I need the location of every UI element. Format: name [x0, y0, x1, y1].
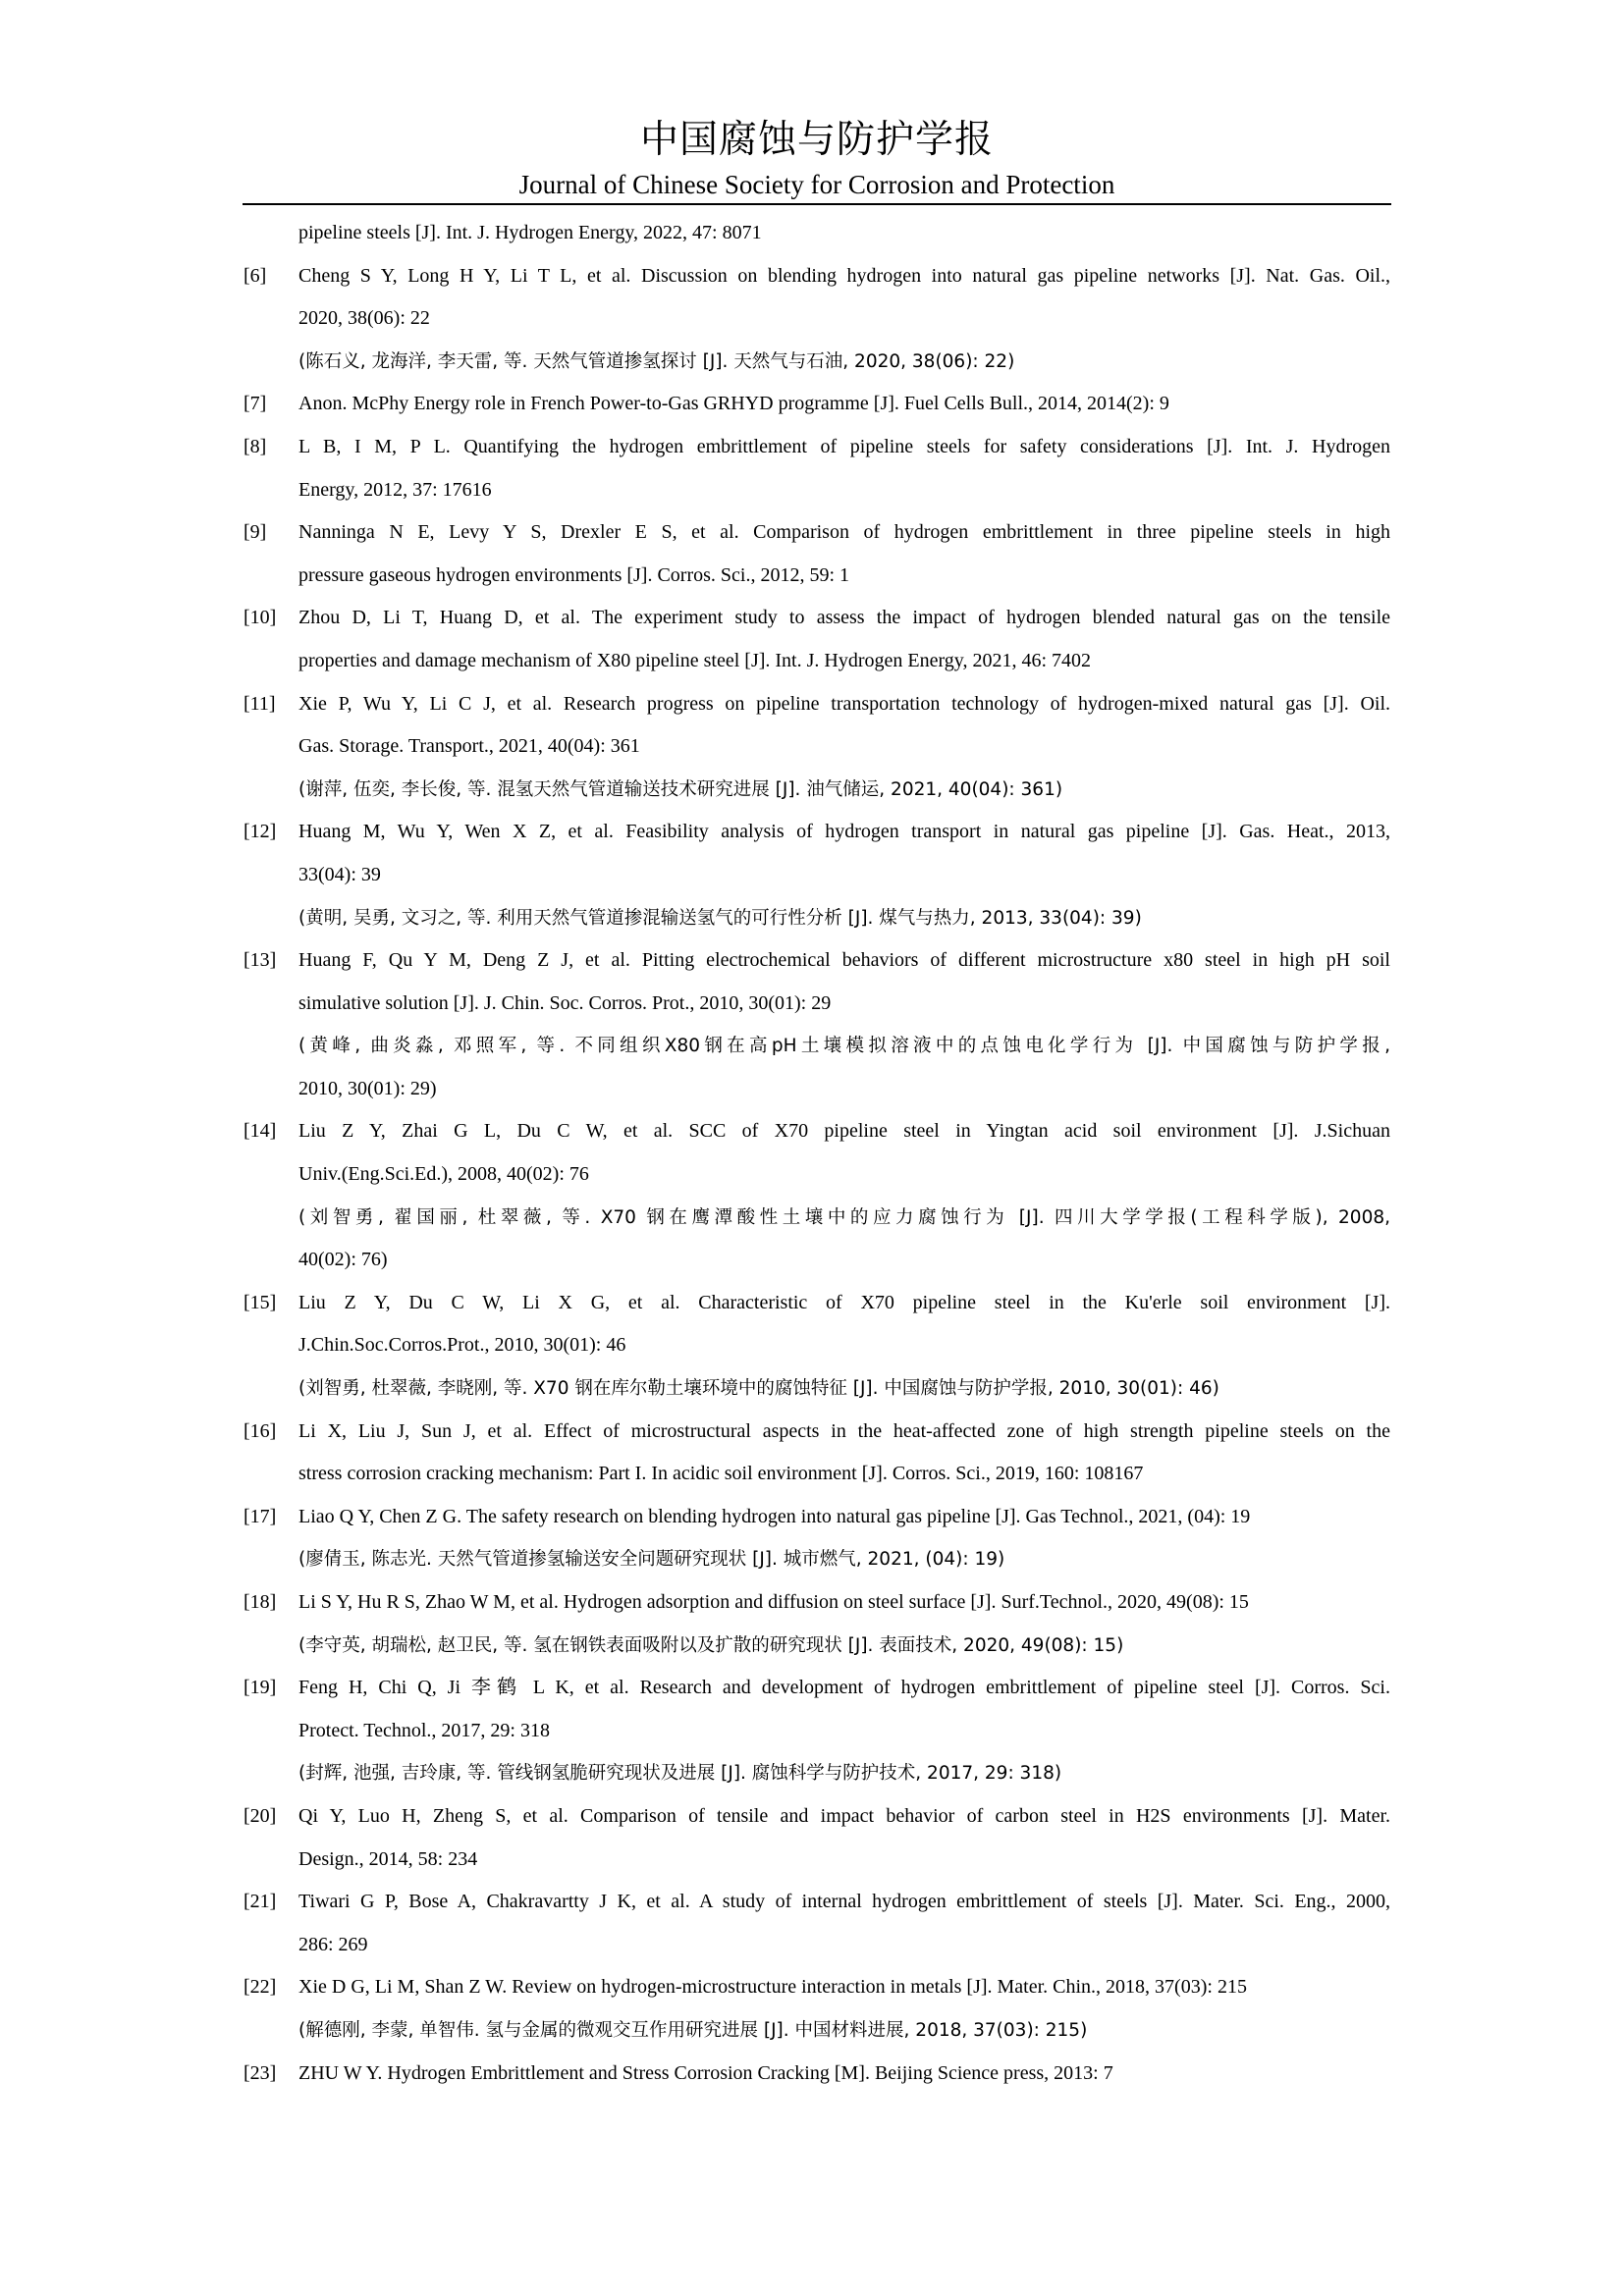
reference-text: 2020, 38(06): 22: [298, 307, 430, 330]
reference-text: Protect. Technol., 2017, 29: 318: [298, 1719, 550, 1741]
reference-text: ZHU W Y. Hydrogen Embrittlement and Stress Corrosion Cracking [M]. Beijing Science press, 2013: 7: [298, 2061, 1113, 2084]
reference-number: [8]: [244, 435, 267, 457]
journal-title-cn: 中国腐蚀与防护学报: [639, 118, 994, 162]
reference-text: Liao Q Y, Chen Z G. The safety research on blending hydrogen into natural gas pipeline [J]. Gas Technol., 2021, (04): 19: [298, 1505, 1251, 1527]
reference-15: [244, 1282, 1390, 1325]
reference-translation: (封辉, 池强, 吉玲康, 等. 管线钢氢脆研究现状及进展 [J]. 腐蚀科学与防护技术, 2017, 29: 318): [298, 1763, 1062, 1785]
reference-text: Liu Z Y, Zhai G L, Du C W, et al. SCC of X70 pipeline steel in Yingtan acid soil environment [J]. J.Sichuan: [298, 1120, 1390, 1143]
header-rule: [243, 203, 1391, 205]
reference-21: [244, 1881, 1390, 1924]
reference-6: [244, 255, 1390, 298]
reference-text: simulative solution [J]. J. Chin. Soc. Corros. Prot., 2010, 30(01): 29: [298, 991, 832, 1014]
reference-number: [11]: [244, 692, 276, 715]
reference-text: J.Chin.Soc.Corros.Prot., 2010, 30(01): 46: [298, 1334, 626, 1357]
reference-number: [19]: [244, 1677, 277, 1699]
reference-number: [7]: [244, 393, 267, 415]
reference-text: Huang M, Wu Y, Wen X Z, et al. Feasibility analysis of hydrogen transport in natural gas pipeline [J]. Gas. Heat., 2013,: [298, 821, 1390, 843]
reference-number: [12]: [244, 821, 277, 843]
reference-number: [14]: [244, 1120, 277, 1143]
reference-text: pressure gaseous hydrogen environments [J]. Corros. Sci., 2012, 59: 1: [298, 563, 850, 586]
reference-text: Energy, 2012, 37: 17616: [298, 478, 492, 501]
reference-number: [13]: [244, 949, 277, 972]
reference-number: [9]: [244, 521, 267, 544]
reference-20: [244, 1795, 1390, 1839]
reference-list: [244, 212, 1390, 2095]
reference-13: [244, 939, 1390, 983]
reference-number: [17]: [244, 1505, 277, 1527]
reference-19: [244, 1667, 1390, 1710]
reference-12: [244, 811, 1390, 854]
reference-text: Nanninga N E, Levy Y S, Drexler E S, et al. Comparison of hydrogen embrittlement in three pipeline steels in high: [298, 521, 1390, 544]
reference-text: L B, I M, P L. Quantifying the hydrogen embrittlement of pipeline steels for safety considerations [J]. Int. J. Hydrogen: [298, 435, 1390, 457]
reference-translation: (廖倩玉, 陈志光. 天然气管道掺氢输送安全问题研究现状 [J]. 城市燃气, 2021, (04): 19): [298, 1549, 1005, 1571]
reference-translation: (李守英, 胡瑞松, 赵卫民, 等. 氢在钢铁表面吸附以及扩散的研究现状 [J]. 表面技术, 2020, 49(08): 15): [298, 1634, 1124, 1656]
reference-translation: (刘智勇, 翟国丽, 杜翠薇, 等. X70 钢在鹰潭酸性土壤中的应力腐蚀行为 [J]. 四川大学学报(工程科学版), 2008,: [298, 1206, 1390, 1228]
reference-22: [244, 1966, 1390, 2009]
journal-title-en: Journal of Chinese Society for Corrosion and Protection: [518, 170, 1115, 199]
reference-number: [15]: [244, 1291, 277, 1313]
reference-translation: (陈石义, 龙海洋, 李天雷, 等. 天然气管道掺氢探讨 [J]. 天然气与石油, 2020, 38(06): 22): [298, 350, 1015, 372]
reference-text: Liu Z Y, Du C W, Li X G, et al. Characteristic of X70 pipeline steel in the Ku'erle soil environment [J].: [298, 1291, 1390, 1313]
reference-text: Li S Y, Hu R S, Zhao W M, et al. Hydrogen adsorption and diffusion on steel surface [J]. Surf.Technol., 2020, 49(08): 15: [298, 1591, 1249, 1613]
reference-number: [16]: [244, 1419, 277, 1442]
reference-number: [6]: [244, 264, 267, 287]
journal-header: [243, 116, 1391, 202]
reference-translation: (解德刚, 李蒙, 单智伟. 氢与金属的微观交互作用研究进展 [J]. 中国材料进展, 2018, 37(03): 215): [298, 2019, 1088, 2041]
reference-11: [244, 683, 1390, 726]
reference-number: [22]: [244, 1976, 277, 1999]
reference-9: [244, 511, 1390, 555]
reference-text: Tiwari G P, Bose A, Chakravartty J K, et al. A study of internal hydrogen embrittlement of steels [J]. Mater. Sci. Eng., 2000,: [298, 1891, 1390, 1913]
reference-text: Huang F, Qu Y M, Deng Z J, et al. Pitting electrochemical behaviors of different microstructure x80 steel in high pH soil: [298, 949, 1390, 972]
reference-number: [10]: [244, 607, 277, 629]
reference-translation: (黄明, 吴勇, 文习之, 等. 利用天然气管道掺混输送氢气的可行性分析 [J]. 煤气与热力, 2013, 33(04): 39): [298, 907, 1142, 929]
reference-text: Anon. McPhy Energy role in French Power-to-Gas GRHYD programme [J]. Fuel Cells Bull., 2014, 2014(2): 9: [298, 393, 1169, 415]
reference-text: stress corrosion cracking mechanism: Part I. In acidic soil environment [J]. Corros. Sci., 2019, 160: 108167: [298, 1463, 1144, 1485]
reference-text: Qi Y, Luo H, Zheng S, et al. Comparison of tensile and impact behavior of carbon steel in H2S environments [J]. Mater.: [298, 1804, 1390, 1827]
reference-translation: (谢萍, 伍奕, 李长俊, 等. 混氢天然气管道输送技术研究进展 [J]. 油气储运, 2021, 40(04): 361): [298, 778, 1063, 800]
reference-number: [23]: [244, 2061, 277, 2084]
reference-text: 33(04): 39: [298, 863, 381, 885]
reference-10: [244, 597, 1390, 640]
reference-number: [18]: [244, 1591, 277, 1613]
reference-translation: 2010, 30(01): 29): [298, 1077, 437, 1099]
reference-text: Gas. Storage. Transport., 2021, 40(04): 361: [298, 735, 640, 758]
reference-text: properties and damage mechanism of X80 pipeline steel [J]. Int. J. Hydrogen Energy, 2021, 46: 7402: [298, 649, 1092, 671]
reference-text: Li X, Liu J, Sun J, et al. Effect of microstructural aspects in the heat-affected zone of high strength pipeline steels on the: [298, 1419, 1390, 1442]
reference-text: Cheng S Y, Long H Y, Li T L, et al. Discussion on blending hydrogen into natural gas pipeline networks [J]. Nat. Gas. Oil.,: [298, 264, 1390, 287]
reference-8: [244, 426, 1390, 469]
reference-23: [244, 2053, 1390, 2096]
reference-text: Feng H, Chi Q, Ji 李鹤 L K, et al. Research and development of hydrogen embrittlement of pipeline steel [J]. Corros. Sci.: [298, 1677, 1390, 1699]
reference-14: [244, 1110, 1390, 1153]
reference-text: Xie P, Wu Y, Li C J, et al. Research progress on pipeline transportation technology of hydrogen-mixed natural gas [J]. Oil.: [298, 692, 1390, 715]
reference-18: [244, 1581, 1390, 1625]
reference-7: [244, 383, 1390, 426]
reference-translation: (黄峰, 曲炎淼, 邓照军, 等. 不同组织X80钢在高pH土壤模拟溶液中的点蚀电化学行为 [J]. 中国腐蚀与防护学报,: [298, 1036, 1390, 1057]
reference-number: [20]: [244, 1804, 277, 1827]
reference-text: Design., 2014, 58: 234: [298, 1847, 478, 1870]
reference-text: Zhou D, Li T, Huang D, et al. The experiment study to assess the impact of hydrogen blended natural gas on the tensile: [298, 607, 1390, 629]
reference-text: Univ.(Eng.Sci.Ed.), 2008, 40(02): 76: [298, 1163, 589, 1186]
reference-translation: (刘智勇, 杜翠薇, 李晓刚, 等. X70 钢在库尔勒土壤环境中的腐蚀特征 [J]. 中国腐蚀与防护学报, 2010, 30(01): 46): [298, 1378, 1219, 1400]
reference-number: [21]: [244, 1891, 277, 1913]
reference-text: Xie D G, Li M, Shan Z W. Review on hydrogen-microstructure interaction in metals [J]. Mater. Chin., 2018, 37(03): 215: [298, 1976, 1247, 1999]
reference-17: [244, 1496, 1390, 1539]
reference-translation: 40(02): 76): [298, 1249, 388, 1271]
reference-16: [244, 1411, 1390, 1454]
reference-text: 286: 269: [298, 1933, 368, 1955]
reference-continuation: pipeline steels [J]. Int. J. Hydrogen Energy, 2022, 47: 8071: [298, 222, 762, 243]
